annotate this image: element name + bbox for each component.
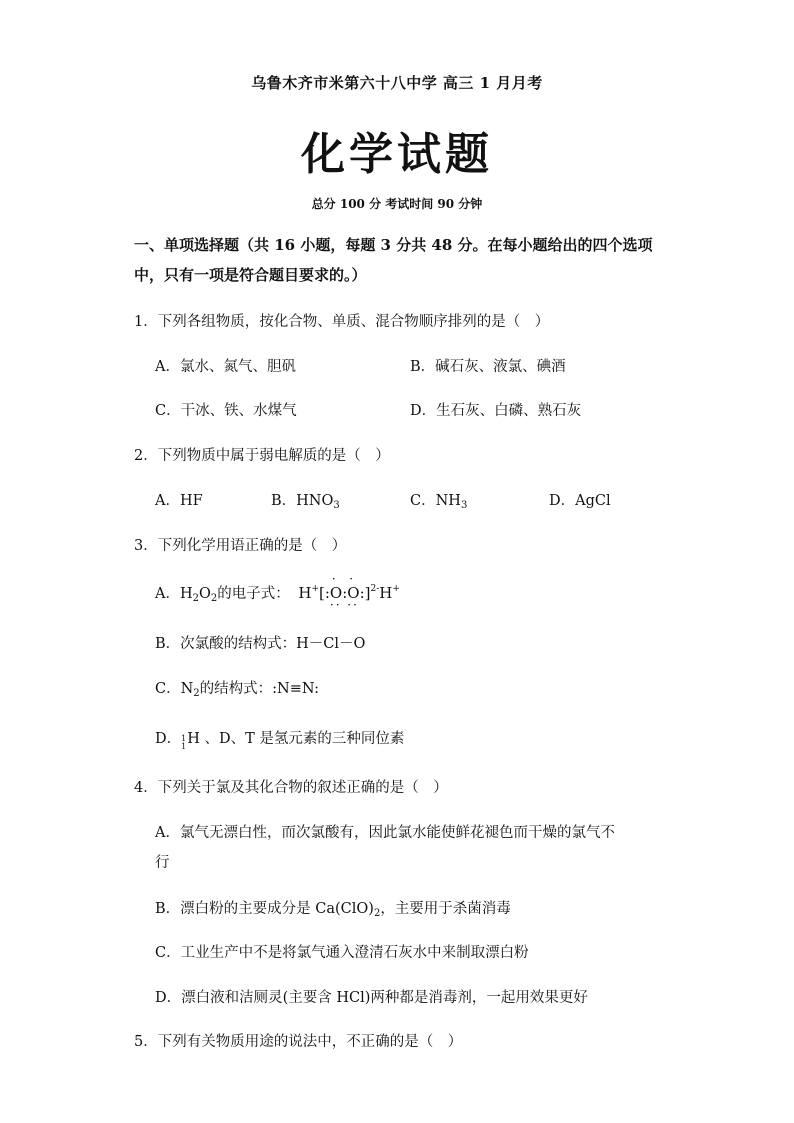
question-2-option-d: D．AgCl (549, 493, 611, 509)
question-2-option-a: A．HF (155, 493, 203, 509)
question-5-stem: 5．下列有关物质用途的说法中，不正确的是（ ） (134, 1034, 463, 1050)
electron-formula: H+[:· O ··:· O ··:]$^{2-}$H+ (298, 584, 400, 602)
question-3-option-a: A．$H_2O_2$的电子式： H+[:· O ··:· O ··:]$^{2-}$H+ (155, 582, 400, 603)
question-3-option-b: B．次氯酸的结构式：H－Cl－O (155, 636, 366, 652)
question-1-option-c: C．干冰、铁、水煤气 (155, 403, 297, 419)
page-title: 化学试题 (301, 129, 493, 180)
question-2-option-b: B．$HNO_3$ (271, 493, 340, 511)
isotope-notation: 1 1 (181, 734, 187, 751)
exam-info: 总分 100 分 考试时间 90 分钟 (311, 197, 483, 211)
question-1-option-a: A．氯水、氮气、胆矾 (155, 359, 296, 375)
question-3-stem: 3．下列化学用语正确的是（ ） (134, 538, 347, 554)
question-1-stem: 1．下列各组物质，按化合物、单质、混合物顺序排列的是（ ） (134, 314, 550, 330)
question-2-option-c: C．$NH_3$ (410, 493, 468, 511)
question-3-option-d: D． 1 1 H 、D、T 是氢元素的三种同位素 (155, 731, 405, 751)
question-4-option-a-line1: A．氯气无漂白性，而次氯酸有，因此氯水能使鲜花褪色而干燥的氯气不 (155, 825, 615, 841)
section-heading-line1: 一、单项选择题（共 16 小题，每题 3 分共 48 分。在每小题给出的四个选项 (134, 236, 653, 254)
question-4-stem: 4．下列关于氯及其化合物的叙述正确的是（ ） (134, 780, 448, 796)
question-4-option-a-line2: 行 (155, 855, 170, 871)
question-4-option-d: D．漂白液和洁厕灵(主要含 HCl)两种都是消毒剂，一起用效果更好 (155, 990, 588, 1006)
question-4-option-c: C．工业生产中不是将氯气通入澄清石灰水中来制取漂白粉 (155, 945, 529, 961)
question-4-option-b: B．漂白粉的主要成分是 $Ca(ClO)_2$，主要用于杀菌消毒 (155, 901, 511, 919)
question-3-option-c: C．$N_2$的结构式：:N≡N: (155, 681, 319, 699)
question-1-option-d: D．生石灰、白磷、熟石灰 (410, 403, 582, 419)
question-2-stem: 2．下列物质中属于弱电解质的是（ ） (134, 448, 390, 464)
question-1-option-b: B．碱石灰、液氯、碘酒 (410, 359, 566, 375)
school-exam-header: 乌鲁木齐市米第六十八中学 高三 1 月月考 (251, 74, 543, 92)
section-heading-line2: 中，只有一项是符合题目要求的。） (134, 266, 367, 284)
